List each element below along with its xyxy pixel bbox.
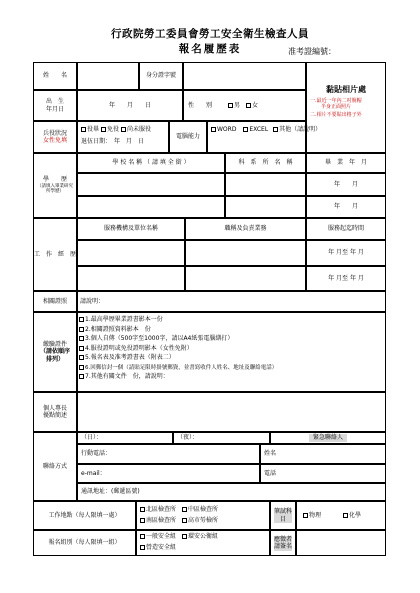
- docs-label-a: 繳驗證件: [42, 340, 67, 348]
- group-construction-label: 營造安全組: [146, 543, 177, 551]
- work-duty-2[interactable]: [185, 266, 306, 291]
- doc-checkbox-3[interactable]: [79, 336, 84, 341]
- subject-physics-label: 物理: [309, 511, 322, 519]
- military-label-b: 女性免填: [42, 137, 67, 144]
- gender-row: [183, 90, 306, 121]
- military-label-a: 兵役狀況: [42, 129, 67, 137]
- photo-area[interactable]: [306, 62, 386, 153]
- location-kaohsiung-checkbox[interactable]: [182, 518, 187, 523]
- gender-female-label: 女: [252, 101, 259, 109]
- photo-note-2: 半身正面照片: [321, 104, 352, 111]
- group-general-checkbox[interactable]: [140, 534, 145, 539]
- work-org-1[interactable]: [77, 240, 185, 266]
- location-north-checkbox[interactable]: [140, 507, 145, 512]
- doc-item-5: 5.報名表及准考證書表（附表二）: [85, 354, 175, 361]
- dob-label: [33, 90, 77, 121]
- emergency-contact-header: [270, 432, 386, 444]
- computer-label: 電腦能力: [169, 121, 207, 153]
- subject-options: [296, 501, 386, 530]
- docs-label: [33, 312, 77, 392]
- edu-school-2[interactable]: [77, 196, 225, 218]
- military-options: [77, 121, 169, 153]
- doc-checkbox-7[interactable]: [79, 374, 84, 379]
- edu-col-grad: 畢 業 年 月: [306, 153, 386, 173]
- subject-chemistry-checkbox[interactable]: [343, 513, 348, 518]
- emergency-phone-field[interactable]: 電話: [260, 464, 386, 483]
- location-central-checkbox[interactable]: [182, 507, 187, 512]
- doc-checkbox-1[interactable]: [79, 317, 84, 322]
- edu-grad-2[interactable]: 年 月: [306, 196, 386, 218]
- name-field[interactable]: [77, 62, 139, 90]
- location-options: [136, 501, 270, 530]
- doc-item-6: 6.回郵信封一個（請貼足限時掛號郵資，並書寫收件人姓名、地址及聯絡電話）: [85, 364, 278, 371]
- dob-label-a: 出 生: [45, 98, 64, 105]
- photo-note-1: 一.最近一年內二吋脫帽: [310, 98, 362, 104]
- gender-label: 性 別: [188, 101, 213, 109]
- work-col-period: 服務起迄時間: [306, 218, 386, 240]
- dob-field[interactable]: 年 月 日: [77, 90, 183, 121]
- subject-label-text: 筆試科目: [274, 508, 293, 523]
- cert-label: 相關證照: [33, 291, 77, 312]
- work-duty-1[interactable]: [185, 240, 306, 266]
- applicant-sign-label: [270, 530, 296, 556]
- docs-label-b: （請依順序排列）: [39, 348, 70, 363]
- emergency-contact-label: 緊急聯絡人: [309, 434, 347, 442]
- work-label: 工 作 經 歷: [33, 218, 77, 291]
- group-options: [136, 530, 270, 556]
- education-label: [33, 153, 77, 218]
- military-done-label: 役畢: [87, 126, 100, 133]
- exam-number-label: 准考證編號：: [288, 47, 336, 56]
- location-south-label: 南區檢查所: [146, 516, 177, 524]
- computer-other-checkbox[interactable]: [273, 127, 278, 132]
- applicant-sign-label-text: 應徵者請簽名: [274, 535, 293, 550]
- work-period-1[interactable]: 年 月至 年 月: [306, 240, 386, 266]
- doc-item-2: 2.相關證照資料影本 份: [85, 325, 151, 333]
- form-subtitle: 報名履歷表: [178, 43, 242, 55]
- docs-list: [77, 312, 386, 392]
- military-label: [33, 121, 77, 153]
- phone-day-field[interactable]: （日）：: [77, 432, 173, 444]
- edu-col-dept: 科 系 所 名 稱: [225, 153, 306, 173]
- location-central-label: 中區檢查所: [188, 506, 219, 513]
- group-general-label: 一般安全組: [146, 533, 177, 540]
- mobile-field[interactable]: 行動電話：: [77, 444, 260, 464]
- excel-label: EXCEL: [249, 126, 269, 133]
- photo-title: 黏貼相片處: [326, 85, 366, 94]
- location-south-checkbox[interactable]: [140, 518, 145, 523]
- doc-item-4: 4.服役證明或免役證明影本（女性免附）: [85, 344, 193, 352]
- group-construction-checkbox[interactable]: [140, 545, 145, 550]
- military-pending-label: 尚未服役: [127, 126, 152, 133]
- edu-grad-1[interactable]: 年 月: [306, 173, 386, 196]
- location-label: 工作地點（每人限填一處）: [33, 501, 136, 530]
- doc-checkbox-4[interactable]: [79, 346, 84, 351]
- work-col-org: 服務機構及單位名稱: [77, 218, 185, 240]
- gender-male-checkbox[interactable]: [228, 103, 233, 108]
- subject-physics-checkbox[interactable]: [303, 513, 308, 518]
- gender-female-checkbox[interactable]: [246, 103, 251, 108]
- computer-other-label: 其他（請說明）: [279, 126, 322, 133]
- applicant-signature-field[interactable]: [296, 530, 386, 556]
- strength-field[interactable]: [77, 392, 386, 432]
- military-done-checkbox[interactable]: [81, 127, 86, 132]
- location-north-label: 北區檢查所: [146, 506, 177, 513]
- address-field[interactable]: 通訊地址：(郵遞區號): [77, 483, 386, 501]
- doc-item-1: 1.最高學歷畢業證書影本一份: [85, 316, 163, 323]
- emergency-name-field[interactable]: 姓名: [260, 444, 386, 464]
- email-field[interactable]: e-mail：: [77, 464, 260, 483]
- doc-checkbox-6[interactable]: [79, 365, 84, 370]
- edu-dept-1[interactable]: [225, 173, 306, 196]
- computer-options: [207, 121, 322, 153]
- edu-school-1[interactable]: [77, 173, 225, 196]
- photo-note-3: 二.相片不要貼出格子外: [310, 111, 362, 118]
- form-title: 行政院勞工委員會勞工安全衛生檢查人員: [111, 28, 309, 40]
- military-exempt-checkbox[interactable]: [101, 127, 106, 132]
- education-label-a: 學 歷: [42, 176, 67, 184]
- id-field[interactable]: [183, 62, 306, 90]
- cert-field[interactable]: 請說明：: [77, 291, 386, 312]
- subject-label: [270, 501, 296, 530]
- strength-label: [33, 392, 77, 432]
- military-exempt-label: 免役: [107, 126, 120, 133]
- id-label: 身分證字號: [139, 62, 183, 90]
- subject-chemistry-label: 化學: [349, 511, 362, 519]
- strength-label-b: 優點簡述: [42, 412, 67, 419]
- name-label: 姓 名: [33, 62, 77, 90]
- education-label-b: （請填入畢業研究所學歷）: [37, 183, 73, 195]
- doc-item-7: 7.其他有關文件 份，請說明：: [85, 373, 169, 381]
- edu-dept-2[interactable]: [225, 196, 306, 218]
- work-col-duty: 職稱及負責業務: [185, 218, 306, 240]
- strength-label-a: 個人專長: [42, 404, 67, 412]
- dob-label-b: 年月日: [45, 105, 64, 113]
- edu-col-school: 學 校 名 稱 （ 請 填 全 銜 ）: [77, 153, 225, 173]
- discharge-date[interactable]: 退伍日期： 年 月 日: [81, 137, 145, 145]
- word-label: WORD: [217, 126, 237, 133]
- doc-item-3: 3.個人自傳（500字至1000字，請以A4紙張電腦繕打）: [85, 335, 234, 342]
- work-org-2[interactable]: [77, 266, 185, 291]
- group-env-label: 環安公衛組: [188, 533, 219, 540]
- work-period-2[interactable]: 年 月至 年 月: [306, 266, 386, 291]
- doc-checkbox-5[interactable]: [79, 355, 84, 360]
- gender-male-label: 男: [234, 101, 241, 109]
- location-kaohsiung-label: 高市勞檢所: [188, 516, 219, 524]
- excel-checkbox[interactable]: [243, 127, 248, 132]
- contact-label: 聯絡方式: [33, 432, 77, 501]
- phone-night-field[interactable]: （夜）：: [173, 432, 270, 444]
- word-checkbox[interactable]: [211, 127, 216, 132]
- group-label: 報名組別（每人限填一組）: [33, 530, 136, 556]
- military-pending-checkbox[interactable]: [121, 127, 126, 132]
- group-env-checkbox[interactable]: [182, 534, 187, 539]
- doc-checkbox-2[interactable]: [79, 327, 84, 332]
